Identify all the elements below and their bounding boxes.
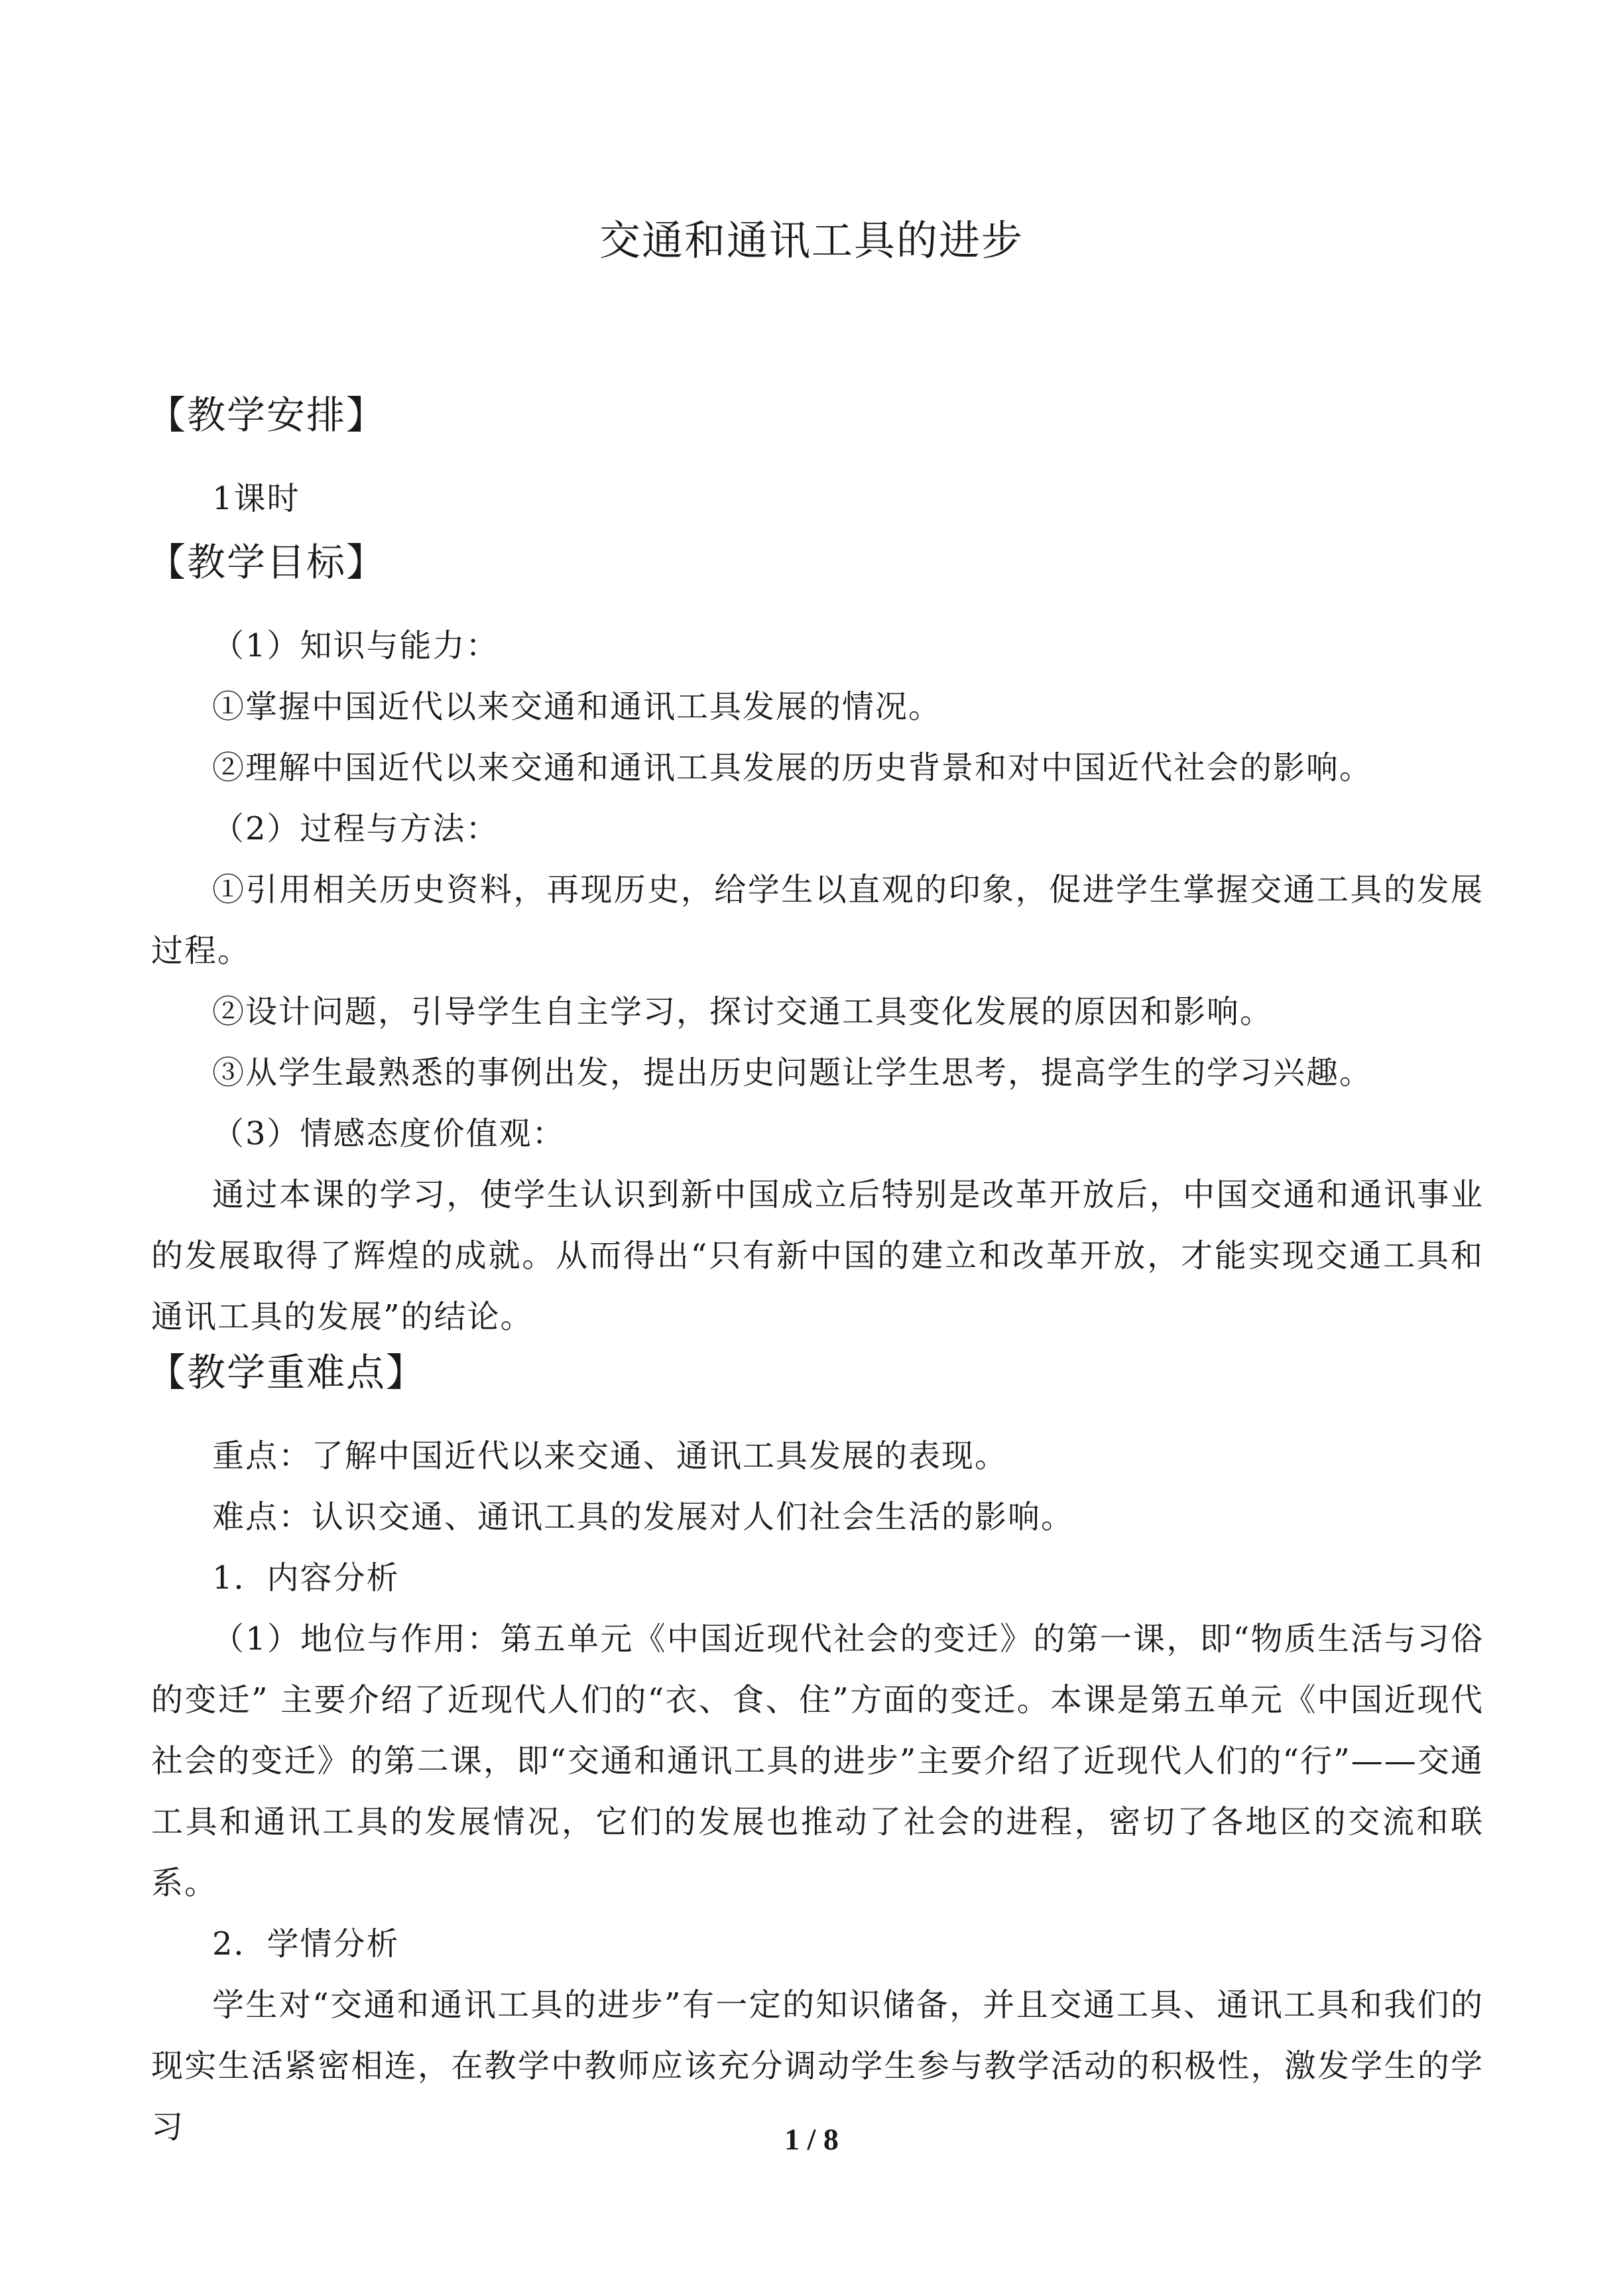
paragraph-knowledge-ability: （1）知识与能力： [212,627,499,664]
paragraph-method-3: ③从学生最熟悉的事例出发，提出历史问题让学生思考，提高学生的学习兴趣。 [212,1054,1373,1091]
paragraph-method-2: ②设计问题，引导学生自主学习，探讨交通工具变化发展的原因和影响。 [212,993,1274,1030]
paragraph-class-hours: 1课时 [212,480,300,517]
heading-teaching-objectives: 【教学目标】 [147,540,387,585]
paragraph-content-analysis: 1．内容分析 [212,1559,400,1597]
paragraph-objective-1: ①掌握中国近代以来交通和通讯工具发展的情况。 [212,688,942,725]
paragraph-learning-analysis: 2．学情分析 [212,1925,400,1963]
heading-key-difficult-points: 【教学重难点】 [147,1350,426,1395]
paragraph-process-method: （2）过程与方法： [212,810,499,847]
paragraph-difficult-point: 难点：认识交通、通讯工具的发展对人们社会生活的影响。 [212,1498,1075,1536]
page-number: 1 / 8 [784,2122,839,2156]
paragraph-learning-detail: 学生对“交通和通讯工具的进步”有一定的知识储备，并且交通工具、通讯工具和我们的现实生活紧密相连，在教学中教师应该充分调动学生参与教学活动的积极性，激发学生的学习 [151,1986,1484,2145]
paragraph-objective-2: ②理解中国近代以来交通和通讯工具发展的历史背景和对中国近代社会的影响。 [212,749,1373,786]
document-title: 交通和通讯工具的进步 [599,216,1024,265]
paragraph-status-role: （1）地位与作用：第五单元《中国近现代社会的变迁》的第一课，即“物质生活与习俗的变迁” 主要介绍了近现代人们的“衣、食、住”方面的变迁。本课是第五单元《中国近现代社会的变迁》的第二课，即“交通和通讯工具的进步”主要介绍了近现代人们的“行”——交通工具和通讯工具的发展情况，它们的发展也推动了社会的进程，密切了各地区的交流和联系。 [151,1620,1484,1902]
paragraph-method-1: ①引用相关历史资料，再现历史，给学生以直观的印象，促进学生掌握交通工具的发展过程。 [151,871,1484,969]
paragraph-values-detail: 通过本课的学习，使学生认识到新中国成立后特别是改革开放后，中国交通和通讯事业的发展取得了辉煌的成就。从而得出“只有新中国的建立和改革开放，才能实现交通工具和通讯工具的发展”的结论。 [151,1176,1484,1335]
paragraph-key-point: 重点：了解中国近代以来交通、通讯工具发展的表现。 [212,1437,1008,1475]
heading-teaching-arrangement: 【教学安排】 [147,393,387,438]
paragraph-values: （3）情感态度价值观： [212,1115,566,1152]
